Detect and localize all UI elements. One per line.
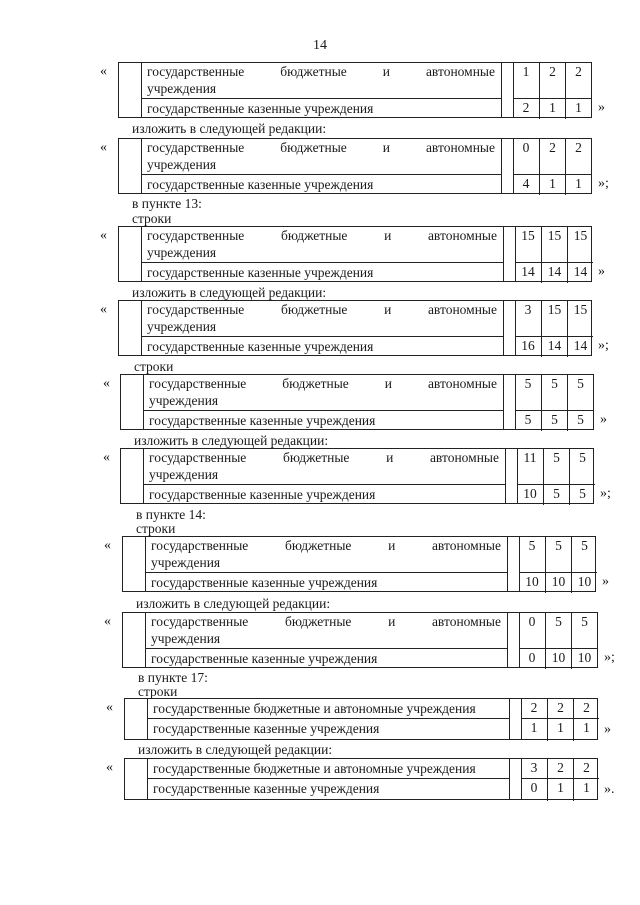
budget-value-cell: 3 bbox=[530, 760, 538, 775]
table-description-column bbox=[147, 699, 510, 739]
budget-value-cell: 5 bbox=[571, 537, 597, 572]
instruction-rows: строки bbox=[134, 359, 174, 374]
budget-row-label: государственные бюджетные и автономные учреждения bbox=[153, 761, 476, 776]
opening-quote: « bbox=[106, 700, 113, 715]
amendment-table bbox=[120, 448, 594, 504]
treasury-row-label: государственные казенные учреждения bbox=[149, 413, 376, 428]
page-number: 14 bbox=[313, 38, 327, 53]
treasury-values bbox=[521, 779, 599, 801]
treasury-value-cell: 10 bbox=[571, 573, 597, 593]
table-stub-column bbox=[123, 613, 146, 667]
budget-values bbox=[515, 301, 593, 337]
budget-value-cell: 3 bbox=[524, 302, 532, 317]
treasury-value-cell: 1 bbox=[547, 779, 573, 801]
treasury-values bbox=[517, 485, 595, 505]
budget-row bbox=[143, 375, 503, 411]
treasury-row-label: государственные казенные учреждения bbox=[149, 487, 376, 502]
treasury-values bbox=[515, 263, 593, 283]
budget-row-label: государственные бюджетные и автономные bbox=[147, 302, 497, 317]
closing-quote: » bbox=[600, 412, 607, 427]
opening-quote: « bbox=[100, 64, 107, 79]
treasury-row bbox=[141, 99, 501, 119]
budget-value-cell: 2 bbox=[565, 139, 591, 174]
treasury-values bbox=[515, 411, 593, 431]
table-description-column bbox=[141, 227, 504, 281]
budget-row-label: государственные бюджетные и автономные bbox=[149, 376, 497, 391]
table-values bbox=[513, 139, 591, 193]
closing-quote: »; bbox=[598, 176, 609, 191]
treasury-value-cell: 14 bbox=[567, 263, 593, 283]
budget-row-label: государственные бюджетные и автономные учреждения bbox=[153, 701, 476, 716]
treasury-value-cell: 1 bbox=[547, 719, 573, 741]
table-values bbox=[521, 759, 599, 799]
budget-values bbox=[513, 63, 591, 99]
treasury-row bbox=[141, 337, 503, 357]
amendment-table bbox=[120, 374, 594, 430]
treasury-row bbox=[143, 411, 503, 431]
amendment-table bbox=[122, 612, 598, 668]
treasury-row-label: государственные казенные учреждения bbox=[151, 575, 378, 590]
instruction-item-17: в пункте 17: bbox=[138, 670, 208, 685]
budget-value-cell: 15 bbox=[567, 301, 593, 336]
budget-value-cell: 2 bbox=[530, 700, 538, 715]
budget-row bbox=[145, 613, 507, 649]
budget-values bbox=[515, 227, 593, 263]
budget-row bbox=[141, 139, 501, 175]
amendment-table bbox=[124, 698, 598, 740]
budget-value-cell: 0 bbox=[528, 614, 536, 629]
table-description-column bbox=[147, 759, 510, 799]
closing-quote: »; bbox=[604, 650, 615, 665]
budget-value-cell: 15 bbox=[521, 228, 535, 243]
budget-value-cell: 2 bbox=[547, 699, 573, 718]
budget-row-label-continued: учреждения bbox=[151, 631, 221, 646]
instruction-rows: строки bbox=[138, 684, 178, 699]
treasury-value-cell: 5 bbox=[541, 411, 567, 431]
budget-value-cell: 2 bbox=[573, 759, 599, 778]
closing-quote: » bbox=[604, 722, 611, 737]
budget-row-label-continued: учреждения bbox=[147, 81, 217, 96]
budget-row-label-continued: учреждения bbox=[151, 555, 221, 570]
closing-quote: » bbox=[598, 100, 605, 115]
treasury-value-cell: 10 bbox=[525, 574, 539, 589]
budget-row-label-continued: учреждения bbox=[149, 467, 219, 482]
budget-value-cell: 1 bbox=[522, 64, 530, 79]
amendment-table bbox=[118, 226, 592, 282]
table-values bbox=[515, 375, 593, 429]
budget-values bbox=[517, 449, 595, 485]
closing-quote: ». bbox=[604, 782, 615, 797]
treasury-values bbox=[521, 719, 599, 741]
opening-quote: « bbox=[106, 760, 113, 775]
treasury-value-cell: 14 bbox=[541, 263, 567, 283]
table-stub-column bbox=[121, 449, 144, 503]
treasury-value-cell: 10 bbox=[545, 573, 571, 593]
budget-value-cell: 2 bbox=[539, 139, 565, 174]
instruction-replace: изложить в следующей редакции: bbox=[138, 742, 333, 757]
budget-values bbox=[519, 613, 597, 649]
table-description-column bbox=[145, 537, 508, 591]
treasury-row-label: государственные казенные учреждения bbox=[153, 721, 380, 736]
treasury-value-cell: 10 bbox=[523, 486, 537, 501]
table-stub-column bbox=[123, 537, 146, 591]
table-values bbox=[521, 699, 599, 739]
closing-quote: » bbox=[602, 574, 609, 589]
treasury-values bbox=[519, 649, 597, 669]
opening-quote: « bbox=[100, 228, 107, 243]
treasury-value-cell: 14 bbox=[521, 264, 535, 279]
treasury-value-cell: 0 bbox=[530, 780, 538, 795]
instruction-rows: строки bbox=[136, 521, 176, 536]
budget-value-cell: 5 bbox=[541, 375, 567, 410]
budget-value-cell: 11 bbox=[523, 450, 537, 465]
treasury-row-label: государственные казенные учреждения bbox=[147, 265, 374, 280]
instruction-item-14: в пункте 14: bbox=[136, 507, 206, 522]
table-description-column bbox=[145, 613, 508, 667]
budget-values bbox=[521, 699, 599, 719]
treasury-value-cell: 5 bbox=[569, 485, 595, 505]
treasury-value-cell: 1 bbox=[565, 175, 591, 195]
treasury-value-cell: 5 bbox=[524, 412, 532, 427]
budget-value-cell: 5 bbox=[545, 537, 571, 572]
treasury-value-cell: 1 bbox=[573, 779, 599, 801]
treasury-value-cell: 2 bbox=[522, 100, 530, 115]
treasury-value-cell: 1 bbox=[539, 99, 565, 119]
budget-value-cell: 2 bbox=[539, 63, 565, 98]
table-values bbox=[519, 537, 597, 591]
budget-row-label: государственные бюджетные и автономные bbox=[151, 538, 501, 553]
treasury-value-cell: 1 bbox=[573, 719, 599, 741]
treasury-value-cell: 14 bbox=[567, 337, 593, 357]
closing-quote: »; bbox=[598, 338, 609, 353]
table-stub-column bbox=[119, 301, 142, 355]
instruction-replace: изложить в следующей редакции: bbox=[132, 121, 327, 136]
budget-row-label-continued: учреждения bbox=[147, 245, 217, 260]
table-stub-column bbox=[121, 375, 144, 429]
budget-value-cell: 5 bbox=[528, 538, 536, 553]
treasury-value-cell: 14 bbox=[541, 337, 567, 357]
treasury-value-cell: 5 bbox=[567, 411, 593, 431]
table-values bbox=[513, 63, 591, 117]
budget-value-cell: 2 bbox=[573, 699, 599, 718]
table-stub-column bbox=[119, 227, 142, 281]
budget-value-cell: 5 bbox=[524, 376, 532, 391]
table-description-column bbox=[141, 63, 502, 117]
budget-value-cell: 5 bbox=[545, 613, 571, 648]
table-stub-column bbox=[119, 139, 142, 193]
treasury-value-cell: 1 bbox=[539, 175, 565, 195]
budget-value-cell: 5 bbox=[567, 375, 593, 410]
budget-value-cell: 5 bbox=[569, 449, 595, 484]
treasury-row bbox=[147, 719, 509, 741]
budget-value-cell: 2 bbox=[565, 63, 591, 98]
budget-values bbox=[513, 139, 591, 175]
treasury-value-cell: 5 bbox=[543, 485, 569, 505]
budget-row bbox=[141, 227, 503, 263]
treasury-values bbox=[513, 175, 591, 195]
table-values bbox=[519, 613, 597, 667]
treasury-row-label: государственные казенные учреждения bbox=[147, 339, 374, 354]
table-description-column bbox=[143, 449, 506, 503]
treasury-values bbox=[519, 573, 597, 593]
instruction-replace: изложить в следующей редакции: bbox=[132, 285, 327, 300]
budget-value-cell: 5 bbox=[543, 449, 569, 484]
treasury-row-label: государственные казенные учреждения bbox=[147, 101, 374, 116]
budget-row-label: государственные бюджетные и автономные bbox=[151, 614, 501, 629]
budget-row bbox=[141, 301, 503, 337]
opening-quote: « bbox=[103, 450, 110, 465]
table-stub-column bbox=[125, 699, 148, 739]
treasury-value-cell: 1 bbox=[530, 720, 538, 735]
treasury-row bbox=[145, 573, 507, 593]
table-values bbox=[515, 301, 593, 355]
amendment-table bbox=[118, 300, 592, 356]
budget-value-cell: 0 bbox=[522, 140, 530, 155]
table-description-column bbox=[141, 301, 504, 355]
treasury-row bbox=[145, 649, 507, 669]
opening-quote: « bbox=[100, 302, 107, 317]
opening-quote: « bbox=[103, 376, 110, 391]
amendment-table bbox=[118, 62, 592, 118]
treasury-row bbox=[143, 485, 505, 505]
table-stub-column bbox=[119, 63, 142, 117]
amendment-table bbox=[124, 758, 598, 800]
budget-values bbox=[519, 537, 597, 573]
budget-row-label-continued: учреждения bbox=[147, 157, 217, 172]
instruction-replace: изложить в следующей редакции: bbox=[134, 433, 329, 448]
budget-row-label: государственные бюджетные и автономные bbox=[149, 450, 499, 465]
budget-row-label: государственные бюджетные и автономные bbox=[147, 64, 495, 79]
opening-quote: « bbox=[100, 140, 107, 155]
budget-row bbox=[145, 537, 507, 573]
amendment-table bbox=[118, 138, 592, 194]
budget-row-label: государственные бюджетные и автономные bbox=[147, 228, 497, 243]
instruction-item-13: в пункте 13: bbox=[132, 196, 202, 211]
treasury-values bbox=[513, 99, 591, 119]
table-stub-column bbox=[125, 759, 148, 799]
budget-row bbox=[147, 699, 509, 719]
budget-row bbox=[141, 63, 501, 99]
budget-row-label-continued: учреждения bbox=[149, 393, 219, 408]
table-values bbox=[515, 227, 593, 281]
budget-row-label: государственные бюджетные и автономные bbox=[147, 140, 495, 155]
treasury-row-label: государственные казенные учреждения bbox=[147, 177, 374, 192]
budget-value-cell: 2 bbox=[547, 759, 573, 778]
opening-quote: « bbox=[104, 614, 111, 629]
treasury-row-label: государственные казенные учреждения bbox=[153, 781, 380, 796]
instruction-rows: строки bbox=[132, 211, 172, 226]
opening-quote: « bbox=[104, 538, 111, 553]
treasury-row-label: государственные казенные учреждения bbox=[151, 651, 378, 666]
budget-value-cell: 15 bbox=[541, 227, 567, 262]
budget-row bbox=[143, 449, 505, 485]
budget-row-label-continued: учреждения bbox=[147, 319, 217, 334]
treasury-row bbox=[141, 263, 503, 283]
treasury-value-cell: 4 bbox=[522, 176, 530, 191]
treasury-value-cell: 1 bbox=[565, 99, 591, 119]
budget-row bbox=[147, 759, 509, 779]
table-values bbox=[517, 449, 595, 503]
budget-values bbox=[515, 375, 593, 411]
treasury-value-cell: 0 bbox=[528, 650, 536, 665]
treasury-value-cell: 16 bbox=[521, 338, 535, 353]
instruction-replace: изложить в следующей редакции: bbox=[136, 596, 331, 611]
table-description-column bbox=[141, 139, 502, 193]
treasury-row bbox=[147, 779, 509, 801]
treasury-row bbox=[141, 175, 501, 195]
budget-value-cell: 15 bbox=[541, 301, 567, 336]
table-description-column bbox=[143, 375, 504, 429]
treasury-values bbox=[515, 337, 593, 357]
closing-quote: » bbox=[598, 264, 605, 279]
closing-quote: »; bbox=[600, 486, 611, 501]
budget-values bbox=[521, 759, 599, 779]
treasury-value-cell: 10 bbox=[545, 649, 571, 669]
treasury-value-cell: 10 bbox=[571, 649, 597, 669]
budget-value-cell: 15 bbox=[567, 227, 593, 262]
amendment-table bbox=[122, 536, 596, 592]
budget-value-cell: 5 bbox=[571, 613, 597, 648]
